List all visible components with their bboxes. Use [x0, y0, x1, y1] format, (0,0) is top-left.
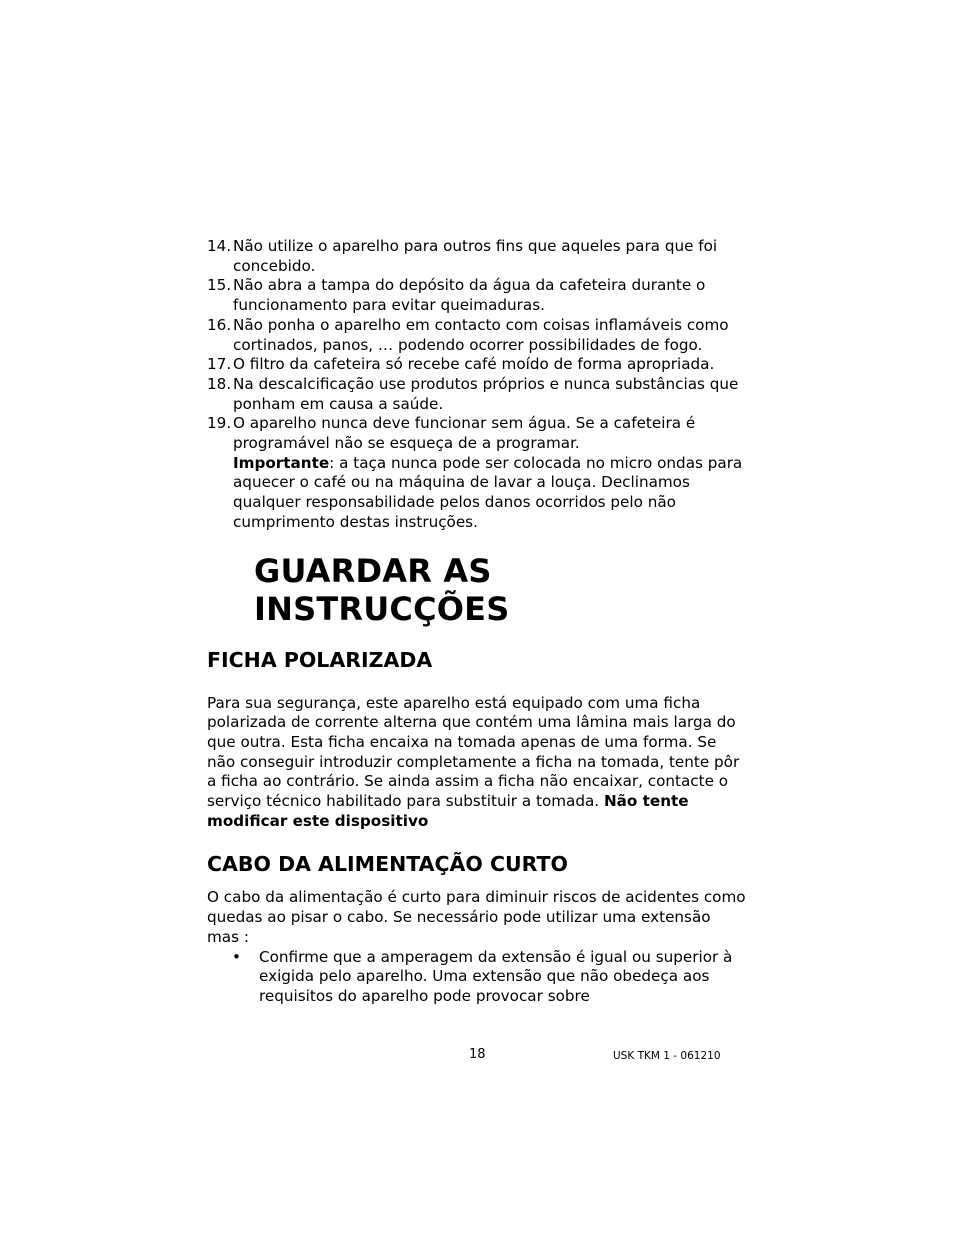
note-label: Importante [233, 453, 330, 472]
paragraph-text: Para sua segurança, este aparelho está equipado com uma ficha polarizada de corrente alterna que contém uma lâmina mais larga do que outra. Esta ficha encaixa na tomada apenas de uma forma. Se não conseguir introduzir completamente a ficha na tomada, tente pôr a ficha ao contrário. Se ainda assim a ficha não encaixar, contacte o serviço técnico habilitado para substituir a tomada. [207, 693, 740, 811]
bullet-text: Confirme que a amperagem da extensão é igual ou superior à exigida pelo aparelho. Uma extensão que não obedeça aos requisitos do aparelho pode provocar sobre [259, 947, 733, 1005]
page-title: GUARDAR AS INSTRUCÇÕES [254, 551, 510, 628]
item-text: O filtro da cafeteira só recebe café moído de forma apropriada. [233, 355, 715, 374]
list-item [207, 414, 747, 453]
item-number: 15. [207, 276, 232, 295]
page-number: 18 [469, 1047, 486, 1062]
section-heading: FICHA POLARIZADA [207, 647, 433, 672]
list-item [207, 355, 747, 375]
item-number: 17. [207, 355, 232, 374]
bullet-icon: • [232, 947, 241, 966]
item-number: 18. [207, 374, 232, 393]
important-note [207, 454, 747, 533]
section-paragraph: O cabo da alimentação é curto para diminuir riscos de acidentes como quedas ao pisar o cabo. Se necessário pode utilizar uma extensão mas : [207, 888, 746, 946]
page-content [207, 237, 747, 1007]
item-number: 14. [207, 237, 232, 255]
item-text: Não ponha o aparelho em contacto com coisas inflamáveis como cortinados, panos, … podendo ocorrer possibilidades de fogo. [233, 315, 729, 354]
bullet-item [207, 948, 747, 1007]
item-text: Não utilize o aparelho para outros fins que aqueles para que foi concebido. [233, 237, 718, 275]
numbered-list [207, 237, 747, 533]
list-item [207, 276, 747, 315]
list-item [207, 375, 747, 414]
list-item [207, 237, 747, 276]
item-number: 19. [207, 414, 232, 433]
item-text: O aparelho nunca deve funcionar sem água. Se a cafeteira é programável não se esqueça de a programar. [233, 414, 696, 453]
section-heading: CABO DA ALIMENTAÇÃO CURTO [207, 852, 568, 877]
document-code: USK TKM 1 - 061210 [613, 1050, 721, 1062]
item-text: Não abra a tampa do depósito da água da cafeteira durante o funcionamento para evitar queimaduras. [233, 276, 706, 315]
section-paragraph [207, 694, 747, 832]
note-text: : a taça nunca pode ser colocada no micro ondas para aquecer o café ou na máquina de lavar a louça. Declinamos qualquer responsabilidade pelos danos ocorridos pelo não cumprimento destas instruções. [233, 453, 743, 531]
list-item [207, 316, 747, 355]
item-number: 16. [207, 315, 232, 334]
paragraph-bold-text: Não tente modificar este dispositivo [207, 792, 689, 830]
item-text: Na descalcificação use produtos próprios e nunca substâncias que ponham em causa a saúde. [233, 374, 739, 413]
